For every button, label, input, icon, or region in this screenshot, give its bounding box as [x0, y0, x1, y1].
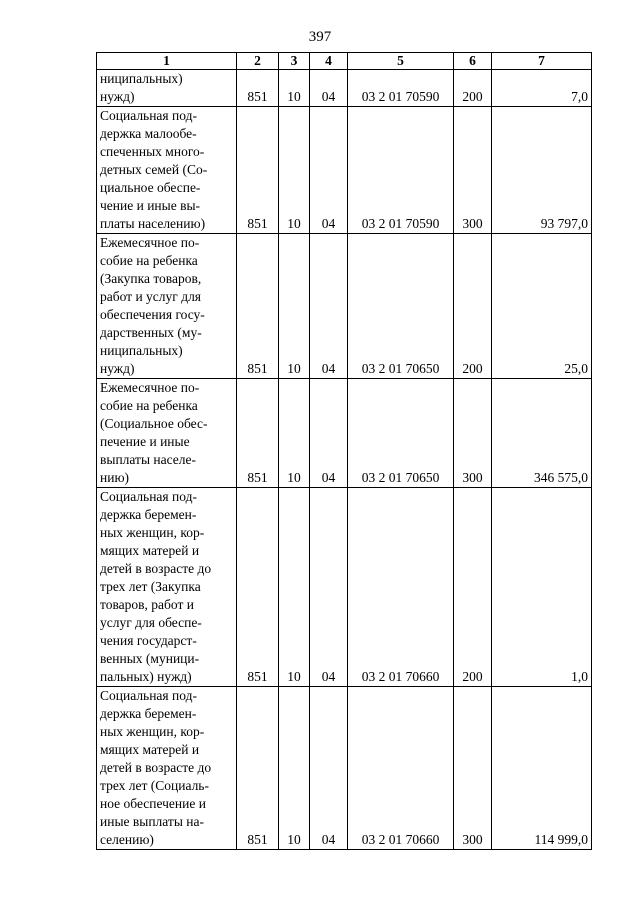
target-article-code: 03 2 01 70650 — [348, 234, 454, 379]
column-header: 3 — [279, 53, 310, 70]
table-row — [97, 488, 592, 687]
table-row — [97, 107, 592, 234]
expense-type-code: 200 — [454, 234, 492, 379]
expense-type-code: 200 — [454, 488, 492, 687]
amount: 1,0 — [492, 488, 592, 687]
subsection-code: 04 — [310, 488, 348, 687]
table-row — [97, 234, 592, 379]
column-header: 7 — [492, 53, 592, 70]
row-description: Ежемесячное по- собие на ребенка (Социальное обес- печение и иные выплаты населе- нию) — [97, 379, 237, 488]
row-description: Социальная под- держка малообе- спеченных много- детных семей (Со- циальное обеспе- чение и иные вы- платы населению) — [97, 107, 237, 234]
section-code: 10 — [279, 107, 310, 234]
expense-type-code: 200 — [454, 70, 492, 107]
ministry-code: 851 — [237, 70, 279, 107]
subsection-code: 04 — [310, 70, 348, 107]
section-code: 10 — [279, 687, 310, 850]
expense-type-code: 300 — [454, 107, 492, 234]
target-article-code: 03 2 01 70590 — [348, 107, 454, 234]
page-number: 397 — [308, 29, 332, 45]
ministry-code: 851 — [237, 687, 279, 850]
table-row — [97, 687, 592, 850]
subsection-code: 04 — [310, 687, 348, 850]
amount: 25,0 — [492, 234, 592, 379]
amount: 114 999,0 — [492, 687, 592, 850]
section-code: 10 — [279, 234, 310, 379]
column-header: 4 — [310, 53, 348, 70]
amount: 346 575,0 — [492, 379, 592, 488]
amount: 93 797,0 — [492, 107, 592, 234]
section-code: 10 — [279, 488, 310, 687]
row-description: Ежемесячное по- собие на ребенка (Закупка товаров, работ и услуг для обеспечения госу- дарственных (му- ниципальных) нужд) — [97, 234, 237, 379]
target-article-code: 03 2 01 70650 — [348, 379, 454, 488]
column-header: 5 — [348, 53, 454, 70]
target-article-code: 03 2 01 70660 — [348, 488, 454, 687]
budget-table — [96, 52, 592, 850]
target-article-code: 03 2 01 70660 — [348, 687, 454, 850]
subsection-code: 04 — [310, 379, 348, 488]
amount: 7,0 — [492, 70, 592, 107]
row-description: Социальная под- держка беремен- ных женщин, кор- мящих матерей и детей в возрасте до трех лет (Социаль- ное обеспечение и иные выплаты на- селению) — [97, 687, 237, 850]
expense-type-code: 300 — [454, 687, 492, 850]
column-header: 6 — [454, 53, 492, 70]
row-description: ниципальных) нужд) — [97, 70, 237, 107]
target-article-code: 03 2 01 70590 — [348, 70, 454, 107]
ministry-code: 851 — [237, 488, 279, 687]
section-code: 10 — [279, 70, 310, 107]
column-header: 2 — [237, 53, 279, 70]
ministry-code: 851 — [237, 234, 279, 379]
subsection-code: 04 — [310, 107, 348, 234]
table-header-row — [97, 53, 592, 70]
column-header: 1 — [97, 53, 237, 70]
expense-type-code: 300 — [454, 379, 492, 488]
subsection-code: 04 — [310, 234, 348, 379]
ministry-code: 851 — [237, 107, 279, 234]
ministry-code: 851 — [237, 379, 279, 488]
row-description: Социальная под- держка беремен- ных женщин, кор- мящих матерей и детей в возрасте до трех лет (Закупка товаров, работ и услуг для обеспе- чения государст- венных (муници- пальных) нужд) — [97, 488, 237, 687]
table-row — [97, 70, 592, 107]
table-row — [97, 379, 592, 488]
section-code: 10 — [279, 379, 310, 488]
